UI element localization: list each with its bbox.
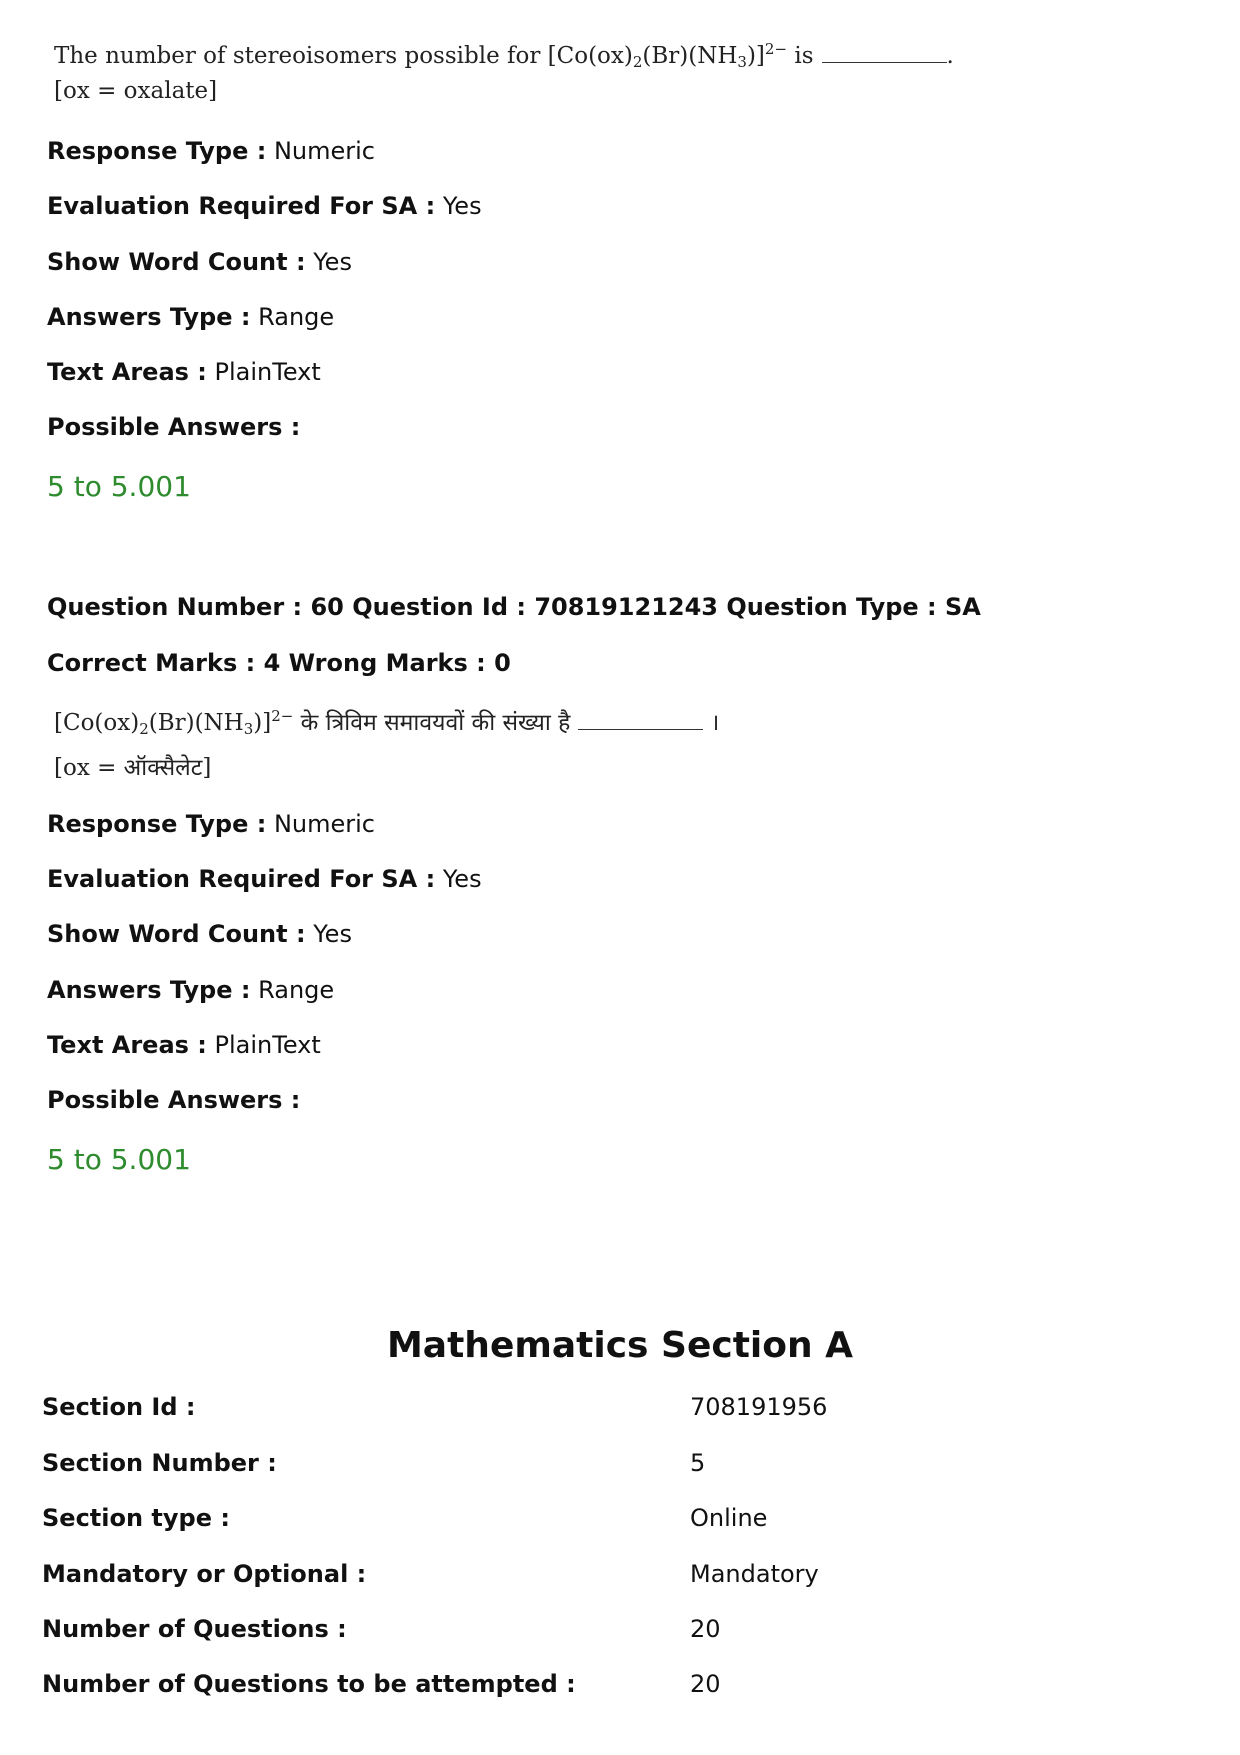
num-attempt-value: 20 bbox=[690, 1670, 721, 1698]
q60-field-show-word-count bbox=[47, 920, 352, 948]
num-attempt-label: Number of Questions to be attempted : bbox=[42, 1670, 576, 1698]
field-label: Text Areas : bbox=[47, 1031, 207, 1059]
field-label: Show Word Count : bbox=[47, 920, 306, 948]
q59-text-mid: (Br)(NH bbox=[642, 43, 738, 69]
q60-field-response-type bbox=[47, 810, 375, 838]
field-label: Evaluation Required For SA : bbox=[47, 192, 436, 220]
field-label: Response Type : bbox=[47, 810, 267, 838]
q60-text-prefix: [Co(ox) bbox=[54, 710, 140, 736]
q59-subscript-3: 3 bbox=[737, 53, 747, 71]
field-value: Yes bbox=[313, 920, 352, 948]
num-questions-label: Number of Questions : bbox=[42, 1615, 347, 1643]
q59-field-evaluation-required bbox=[47, 192, 482, 220]
section-number-label: Section Number : bbox=[42, 1449, 277, 1477]
field-value: PlainText bbox=[214, 1031, 321, 1059]
section-type-value: Online bbox=[690, 1504, 768, 1532]
q60-text-hindi: के त्रिविम समावयवों की संख्या है bbox=[293, 710, 571, 736]
q59-text-is: is bbox=[787, 43, 814, 69]
field-label: Show Word Count : bbox=[47, 248, 306, 276]
q59-text-close: )] bbox=[746, 43, 765, 69]
q59-text-prefix: The number of stereoisomers possible for [Co(ox) bbox=[54, 43, 633, 69]
section-id-label: Section Id : bbox=[42, 1393, 196, 1421]
field-value: Range bbox=[258, 976, 335, 1004]
field-label: Possible Answers : bbox=[47, 1086, 301, 1114]
q60-subscript-3: 3 bbox=[243, 720, 254, 738]
field-value: Yes bbox=[313, 248, 352, 276]
field-label: Answers Type : bbox=[47, 303, 251, 331]
field-value: Numeric bbox=[273, 137, 375, 165]
q59-answer-range: 5 to 5.001 bbox=[47, 470, 191, 503]
num-questions-value: 20 bbox=[690, 1615, 721, 1643]
q60-marks: Correct Marks : 4 Wrong Marks : 0 bbox=[47, 649, 511, 677]
field-label: Response Type : bbox=[47, 137, 267, 165]
q59-field-response-type bbox=[47, 137, 375, 165]
q60-field-evaluation-required bbox=[47, 865, 482, 893]
mandatory-label: Mandatory or Optional : bbox=[42, 1560, 367, 1588]
q60-question-text bbox=[54, 705, 719, 738]
field-label: Evaluation Required For SA : bbox=[47, 865, 436, 893]
q59-note: [ox = oxalate] bbox=[54, 78, 218, 104]
field-label: Possible Answers : bbox=[47, 413, 301, 441]
q59-end-punct: . bbox=[946, 43, 954, 69]
section-number-value: 5 bbox=[690, 1449, 706, 1477]
field-value: PlainText bbox=[214, 358, 321, 386]
section-title: Mathematics Section A bbox=[386, 1325, 853, 1366]
q60-field-text-areas bbox=[47, 1031, 321, 1059]
q60-answer-blank bbox=[578, 728, 703, 730]
section-type-label: Section type : bbox=[42, 1504, 230, 1532]
q60-text-mid: (Br)(NH bbox=[148, 710, 244, 736]
q60-note: [ox = ऑक्सैलेट] bbox=[54, 755, 212, 781]
field-label: Answers Type : bbox=[47, 976, 251, 1004]
q59-field-possible-answers bbox=[47, 413, 300, 441]
q59-subscript-2: 2 bbox=[632, 53, 643, 71]
field-value: Numeric bbox=[273, 810, 375, 838]
q60-field-answers-type bbox=[47, 976, 334, 1004]
q60-charge: 2− bbox=[271, 707, 294, 725]
q59-charge: 2− bbox=[764, 40, 788, 58]
field-value: Yes bbox=[442, 192, 482, 220]
q59-answer-blank bbox=[822, 61, 947, 63]
field-label: Text Areas : bbox=[47, 358, 207, 386]
mandatory-value: Mandatory bbox=[690, 1560, 819, 1588]
q60-text-close: )] bbox=[253, 710, 272, 736]
q60-subscript-2: 2 bbox=[139, 720, 149, 738]
q59-field-text-areas bbox=[47, 358, 321, 386]
field-value: Range bbox=[258, 303, 335, 331]
q59-field-show-word-count bbox=[47, 248, 352, 276]
section-id-value: 708191956 bbox=[690, 1393, 828, 1421]
field-value: Yes bbox=[442, 865, 482, 893]
q59-field-answers-type bbox=[47, 303, 334, 331]
q60-field-possible-answers bbox=[47, 1086, 300, 1114]
q59-question-text bbox=[54, 40, 954, 71]
q60-end-punct: । bbox=[710, 710, 720, 736]
q60-answer-range: 5 to 5.001 bbox=[47, 1143, 191, 1176]
q60-header: Question Number : 60 Question Id : 70819121243 Question Type : SA bbox=[47, 593, 981, 621]
